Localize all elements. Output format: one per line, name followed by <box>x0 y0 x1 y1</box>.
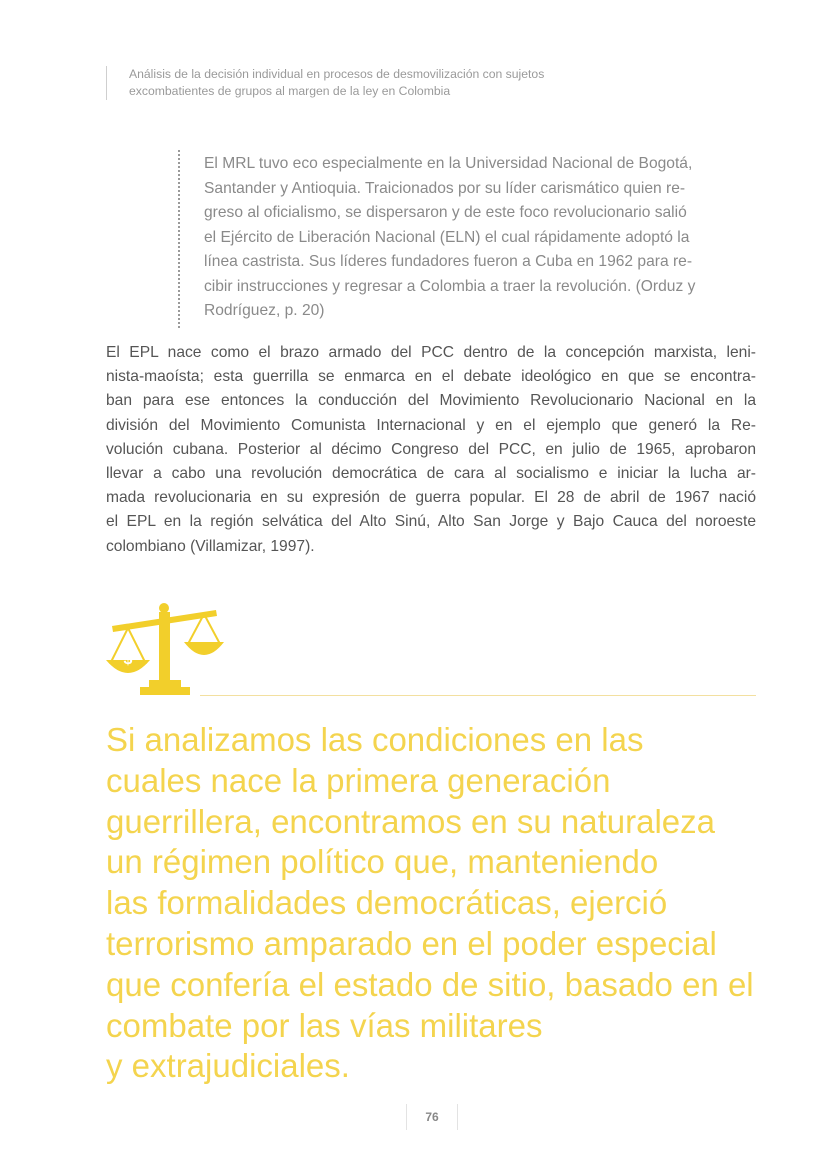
block-quote <box>178 150 748 328</box>
quote-line: El MRL tuvo eco especialmente en la Universidad Nacional de Bogotá, <box>204 155 693 172</box>
body-line: llevar a cabo una revolución democrática de cara al socialismo e iniciar la lucha ar- <box>106 465 756 483</box>
pull-quote-line: guerrillera, encontramos en su naturaleza <box>106 802 716 840</box>
quote-line: cibir instrucciones y regresar a Colombia a traer la revolución. (Orduz y <box>204 277 696 295</box>
pull-quote-line: cuales nace la primera generación <box>106 761 611 799</box>
body-paragraph <box>106 341 756 559</box>
pull-quote-line: combate por las vías militares <box>106 1006 543 1044</box>
body-line: colombiano (Villamizar, 1997). <box>106 537 315 555</box>
running-header-line-1: Análisis de la decisión individual en procesos de desmovilización con sujetos <box>129 67 545 81</box>
pull-quote-line: que confería el estado de sitio, basado en el <box>106 965 754 1003</box>
quote-line: línea castrista. Sus líderes fundadores fueron a Cuba en 1962 para re- <box>204 253 693 270</box>
body-line: volución cubana. Posterior al décimo Congreso del PCC, en julio de 1965, aprobaron <box>106 440 756 458</box>
divider <box>200 695 756 696</box>
quote-line: Santander y Antioquia. Traicionados por su líder carismático quien re- <box>204 179 686 197</box>
body-line: nista-maoísta; esta guerrilla se enmarca en el debate ideológico en que se encontra- <box>106 368 756 386</box>
body-line: el EPL en la región selvática del Alto Sinú, Alto San Jorge y Bajo Cauca del noroeste <box>106 513 756 531</box>
body-line: división del Movimiento Comunista Internacional y en el ejemplo que generó la Re- <box>106 416 756 434</box>
pull-quote-line: y extrajudiciales. <box>106 1047 350 1085</box>
quote-line: greso al oficialismo, se dispersaron y de este foco revolucionario salió <box>204 204 687 221</box>
pull-quote-line: Si analizamos las condiciones en las <box>106 721 644 758</box>
pull-quote-line: un régimen político que, manteniendo <box>106 843 659 881</box>
body-line: El EPL nace como el brazo armado del PCC dentro de la concepción marxista, leni- <box>106 344 756 361</box>
body-line: mada revolucionaria en su expresión de guerra popular. El 28 de abril de 1967 nació <box>106 489 756 507</box>
running-header <box>106 66 729 100</box>
pull-quote-line: terrorismo amparado en el poder especial <box>106 924 717 962</box>
body-line: ban para ese entonces la conducción del Movimiento Revolucionario Nacional en la <box>106 392 756 410</box>
quote-line: Rodríguez, p. 20) <box>204 302 325 319</box>
balance-scale-dollar-icon <box>104 598 228 698</box>
pull-quote-line: las formalidades democráticas, ejerció <box>106 884 668 922</box>
dollar-sign-icon: $ <box>123 651 133 668</box>
quote-line: el Ejército de Liberación Nacional (ELN) el cual rápidamente adoptó la <box>204 228 690 246</box>
running-header-line-2: excombatientes de grupos al margen de la ley en Colombia <box>129 84 451 98</box>
page-number: 76 <box>406 1104 458 1130</box>
pull-quote <box>106 720 786 1087</box>
